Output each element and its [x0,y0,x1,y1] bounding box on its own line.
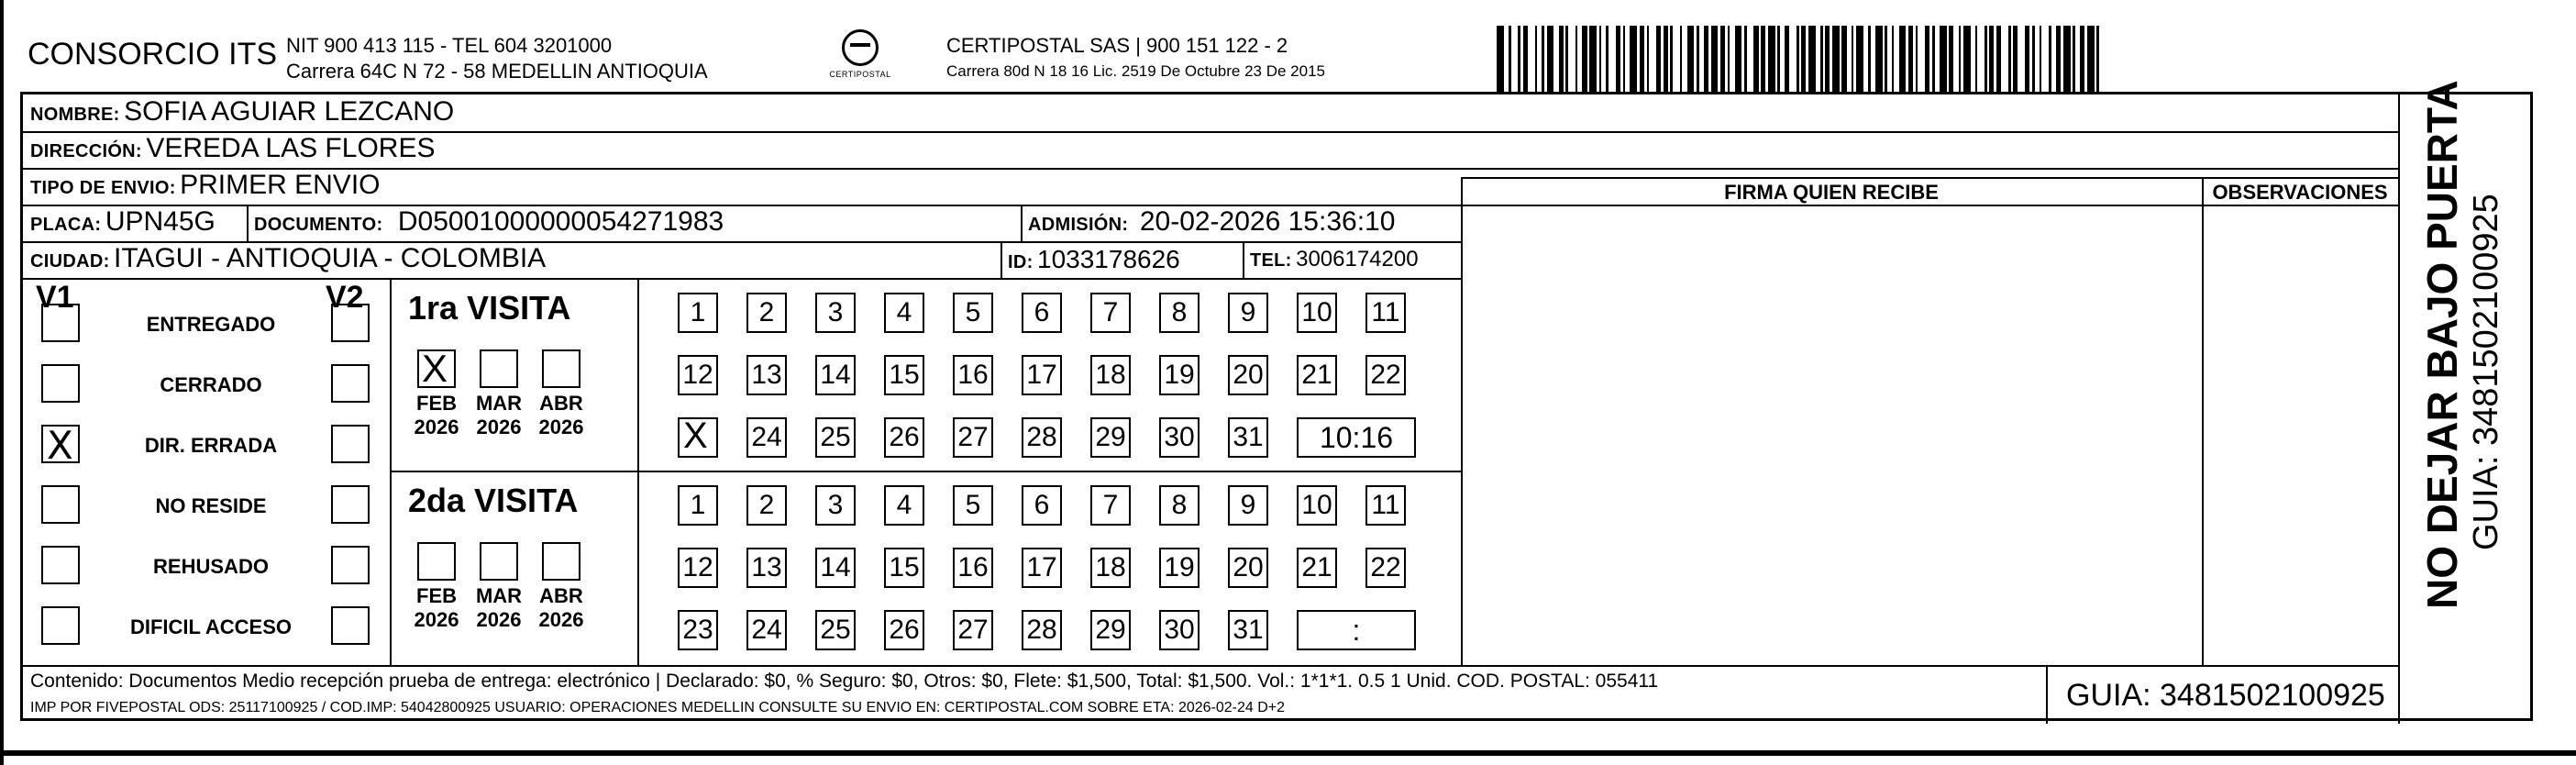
tel-value: 3006174200 [1296,247,1419,272]
month-year: 2026 [538,608,584,631]
day-box-21[interactable]: 21 [1297,548,1337,588]
ciudad-value: ITAGUI - ANTIOQUIA - COLOMBIA [114,243,547,273]
status-label: REHUSADO [153,555,269,578]
company-address: Carrera 64C N 72 - 58 MEDELLIN ANTIOQUIA [286,60,708,83]
day-box-15[interactable]: 15 [884,355,924,395]
day-box-16[interactable]: 16 [953,355,993,395]
v1-header: V1 [36,280,74,315]
month-checkbox-mar[interactable] [480,542,518,581]
barcode [1497,26,2224,92]
day-box-29[interactable]: 29 [1090,417,1131,458]
day-box-9[interactable]: 9 [1228,485,1268,526]
nombre-row [30,96,454,128]
day-box-6[interactable]: 6 [1022,293,1062,333]
day-box-12[interactable]: 12 [678,355,718,395]
month-checkbox-feb[interactable] [417,542,456,581]
month-checkbox-abr[interactable] [542,542,580,581]
day-box-23[interactable]: 23 [678,610,718,650]
month-label [407,392,466,439]
ciudad-field [30,243,546,274]
day-box-26[interactable]: 26 [884,610,924,650]
day-box-13[interactable]: 13 [746,355,787,395]
v2-checkbox[interactable] [331,546,370,584]
day-box-11[interactable]: 11 [1365,293,1406,333]
day-box-14[interactable]: 14 [815,355,856,395]
nombre-label: NOMBRE: [30,105,120,125]
admision-label: ADMISIÓN: [1028,215,1129,235]
v1-checkbox[interactable] [41,304,80,342]
logo-text: CERTIPOSTAL [829,70,891,79]
v1-checkbox[interactable] [41,425,80,463]
admision-value: 20-02-2026 15:36:10 [1139,206,1396,237]
status-label: NO RESIDE [155,494,267,517]
nombre-value: SOFIA AGUIAR LEZCANO [124,96,455,127]
tipo-envio-value: PRIMER ENVIO [180,170,381,200]
v2-checkbox[interactable] [331,485,370,524]
day-box-30[interactable]: 30 [1159,610,1200,650]
month-label [532,584,591,632]
day-box-1[interactable]: 1 [678,485,718,526]
placa-label: PLACA: [30,215,102,235]
visit1-title: 1ra VISITA [408,289,571,327]
month-name: FEB [416,392,457,415]
id-value: 1033178626 [1037,245,1180,273]
day-box-28[interactable]: 28 [1022,610,1062,650]
month-label [470,584,528,632]
day-box-23[interactable] [678,417,718,458]
day-box-17[interactable]: 17 [1022,355,1062,395]
day-box-27[interactable]: 27 [953,610,993,650]
day-box-12[interactable]: 12 [678,548,718,588]
day-box-7[interactable]: 7 [1090,485,1131,526]
admision-field [1028,206,1395,238]
day-box-16[interactable]: 16 [953,548,993,588]
day-box-17[interactable]: 17 [1022,548,1062,588]
day-box-8[interactable]: 8 [1159,293,1200,333]
day-box-28[interactable]: 28 [1022,417,1062,458]
carrier-license: Carrera 80d N 18 16 Lic. 2519 De Octubre 23 De 2015 [946,62,1325,80]
day-box-19[interactable]: 19 [1159,355,1200,395]
day-box-2[interactable]: 2 [746,485,787,526]
observaciones-header: OBSERVACIONES [2212,181,2388,204]
footer-imp: IMP POR FIVEPOSTAL ODS: 25117100925 / COD.IMP: 54042800925 USUARIO: OPERACIONES MEDELLIN CONSULTE SU ENVIO EN: CERTIPOSTAL.COM SOBRE ETA: 2026-02-24 D+2 [30,700,1286,715]
month-year: 2026 [414,608,459,631]
visit-time[interactable]: : [1297,610,1416,650]
ciudad-label: CIUDAD: [30,251,110,272]
left-border [0,0,4,765]
day-box-3[interactable]: 3 [815,293,856,333]
month-label [532,392,591,439]
documento-field [254,206,724,238]
day-box-31[interactable]: 31 [1228,417,1268,458]
day-box-6[interactable]: 6 [1022,485,1062,526]
day-box-10[interactable]: 10 [1297,485,1337,526]
day-box-18[interactable]: 18 [1090,548,1131,588]
month-label [470,392,528,439]
month-checkbox-mar[interactable] [480,349,518,388]
day-box-4[interactable]: 4 [884,485,924,526]
day-box-25[interactable]: 25 [815,610,856,650]
day-box-19[interactable]: 19 [1159,548,1200,588]
day-box-1[interactable]: 1 [678,293,718,333]
v2-header: V2 [326,280,364,315]
direccion-label: DIRECCIÓN: [30,141,142,161]
certipostal-logo [814,29,906,88]
direccion-row [30,133,435,164]
month-year: 2026 [538,416,584,438]
v2-checkbox[interactable] [331,606,370,645]
side-guia: GUIA: 3481502100925 [2467,194,2505,550]
day-box-7[interactable]: 7 [1090,293,1131,333]
no-dejar-bajo-puerta: NO DEJAR BAJO PUERTA [2418,80,2466,609]
visit2-title: 2da VISITA [408,482,579,519]
day-box-15[interactable]: 15 [884,548,924,588]
month-year: 2026 [476,608,522,631]
day-box-31[interactable]: 31 [1228,610,1268,650]
month-name: ABR [539,392,583,415]
month-name: FEB [416,584,457,607]
day-box-11[interactable]: 11 [1365,485,1406,526]
day-box-22[interactable]: 22 [1365,355,1406,395]
tel-label: TEL: [1250,250,1292,271]
company-nit: NIT 900 413 115 - TEL 604 3201000 [286,34,613,57]
placa-field [30,206,216,238]
carrier-info: CERTIPOSTAL SAS | 900 151 122 - 2 [946,34,1288,57]
day-box-5[interactable]: 5 [953,293,993,333]
day-box-20[interactable]: 20 [1228,548,1268,588]
month-name: ABR [539,584,583,607]
footer-contenido: Contenido: Documentos Medio recepción prueba de entrega: electrónico | Declarado: $0, % Seguro: $0, Otros: $0, Flete: $1,500, Total: $1,500. Vol.: 1*1*1. 0.5 1 Unid. COD. POSTAL: 055411 [30,671,1659,692]
day-box-4[interactable]: 4 [884,293,924,333]
month-checkbox-feb[interactable] [417,349,456,388]
documento-label: DOCUMENTO: [254,215,383,235]
day-box-2[interactable]: 2 [746,293,787,333]
v2-checkbox[interactable] [331,304,370,342]
day-box-8[interactable]: 8 [1159,485,1200,526]
v2-checkbox[interactable] [331,425,370,463]
direccion-value: VEREDA LAS FLORES [146,133,436,163]
day-box-29[interactable]: 29 [1090,610,1131,650]
day-box-24[interactable]: 24 [746,417,787,458]
day-box-13[interactable]: 13 [746,548,787,588]
day-box-25[interactable]: 25 [815,417,856,458]
id-label: ID: [1008,252,1034,272]
day-box-14[interactable]: 14 [815,548,856,588]
day-box-27[interactable]: 27 [953,417,993,458]
status-label: DIR. ERRADA [144,434,278,457]
day-box-9[interactable]: 9 [1228,293,1268,333]
month-name: MAR [475,392,523,415]
status-label: ENTREGADO [146,313,276,336]
day-box-18[interactable]: 18 [1090,355,1131,395]
day-box-3[interactable]: 3 [815,485,856,526]
v1-checkbox[interactable] [41,364,80,403]
v2-checkbox[interactable] [331,364,370,403]
documento-value: D05001000000054271983 [397,206,724,237]
day-box-24[interactable]: 24 [746,610,787,650]
month-checkbox-abr[interactable] [542,349,580,388]
day-box-30[interactable]: 30 [1159,417,1200,458]
month-year: 2026 [476,416,522,438]
footer-guia: GUIA: 3481502100925 [2066,678,2385,713]
day-box-21[interactable]: 21 [1297,355,1337,395]
v1-checkbox[interactable] [41,606,80,645]
day-box-26[interactable]: 26 [884,417,924,458]
tipo-envio-row [30,170,381,201]
day-box-5[interactable]: 5 [953,485,993,526]
bottom-border [0,750,2576,756]
logo-icon [842,29,879,66]
tel-field [1250,247,1419,272]
day-box-20[interactable]: 20 [1228,355,1268,395]
v1-checkbox[interactable] [41,546,80,584]
visit-time[interactable]: 10:16 [1297,417,1416,458]
status-label: DIFICIL ACCESO [129,615,292,638]
v1-checkbox[interactable] [41,485,80,524]
delivery-form [20,92,2533,721]
company-name: CONSORCIO ITS [28,37,278,72]
month-label [407,584,466,632]
status-label: CERRADO [160,373,262,396]
month-year: 2026 [414,416,459,438]
tipo-envio-label: TIPO DE ENVIO: [30,178,176,198]
day-box-22[interactable]: 22 [1365,548,1406,588]
month-name: MAR [475,584,523,607]
placa-value: UPN45G [105,206,216,237]
id-field [1008,245,1180,274]
firma-header: FIRMA QUIEN RECIBE [1724,181,1939,204]
day-box-10[interactable]: 10 [1297,293,1337,333]
